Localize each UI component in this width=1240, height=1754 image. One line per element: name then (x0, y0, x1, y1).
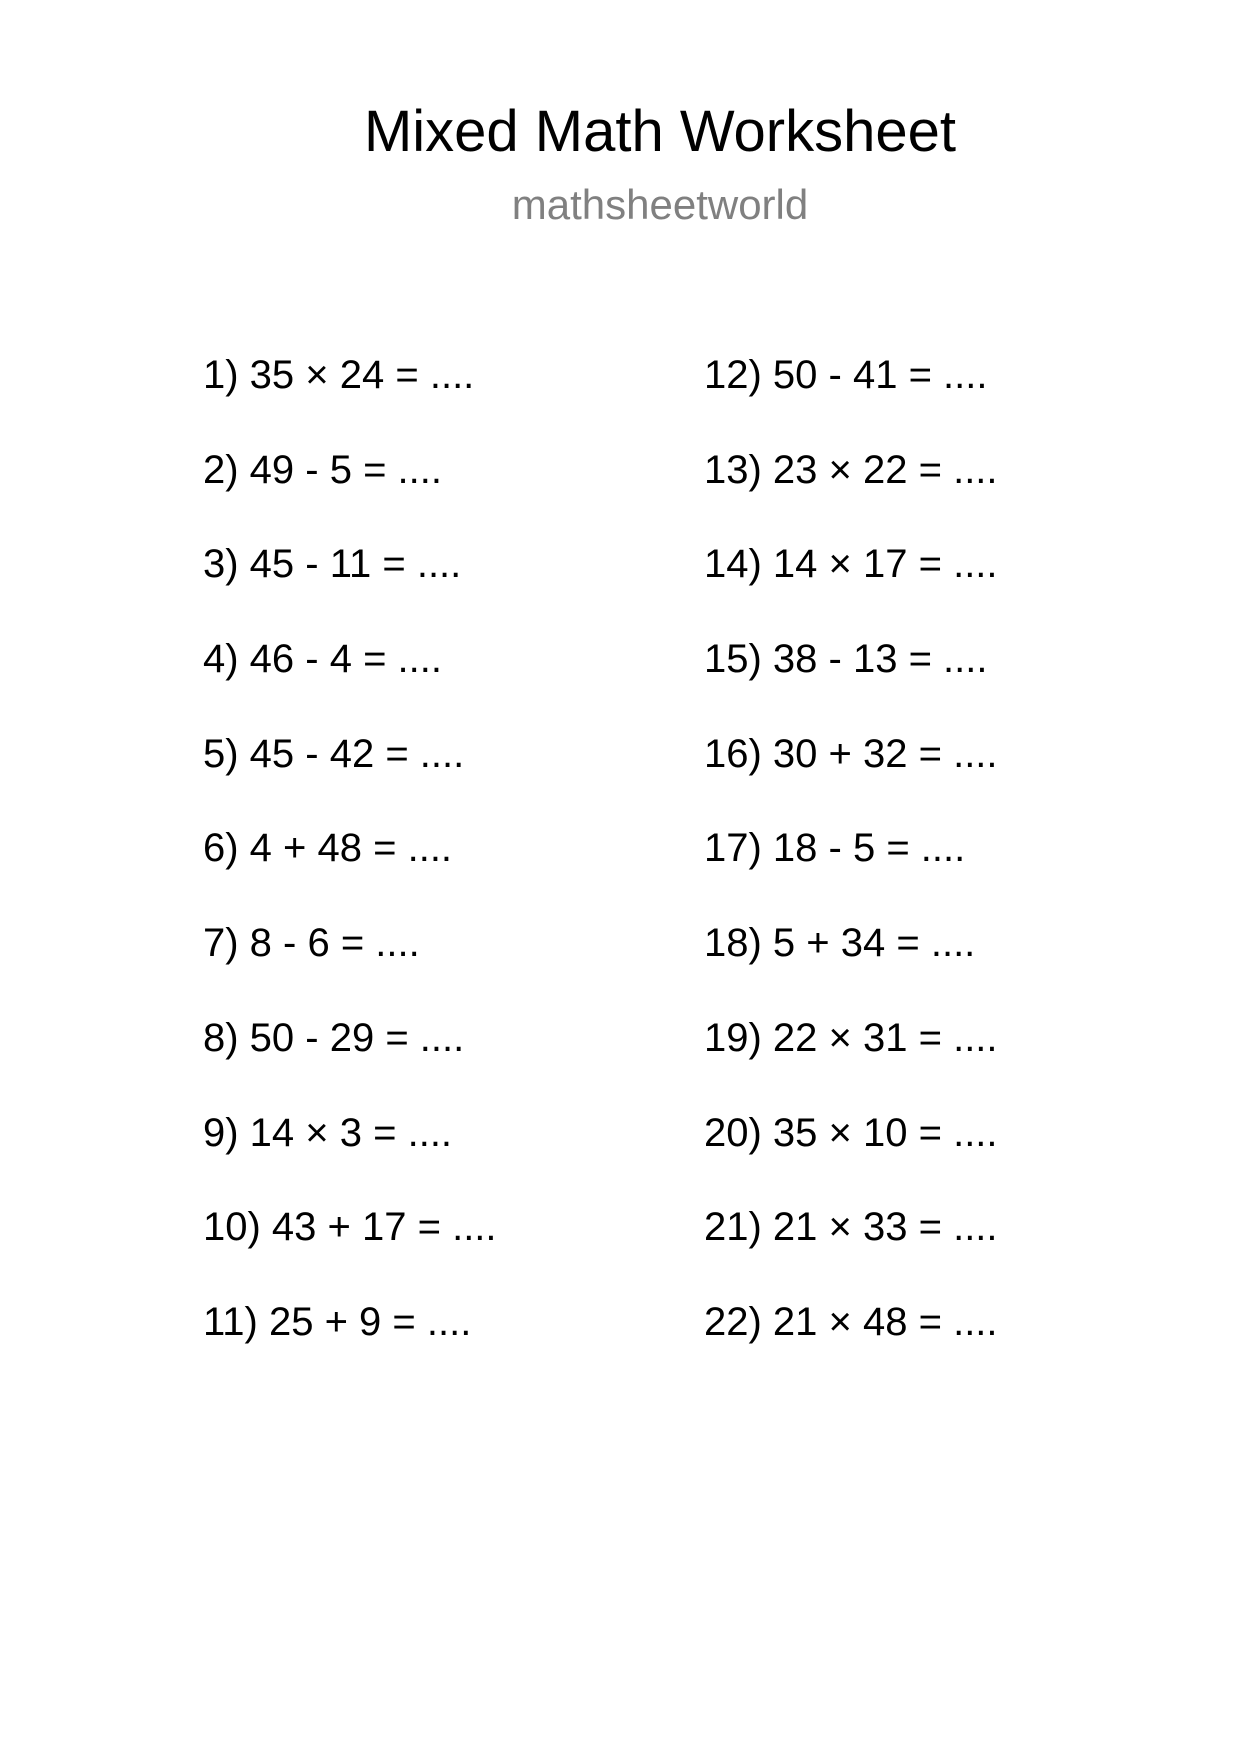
problem-item: 6) 4 + 48 = .... (203, 826, 453, 871)
problem-item: 22) 21 × 48 = .... (704, 1299, 998, 1344)
problem-item: 9) 14 × 3 = .... (203, 1110, 453, 1155)
problem-item: 11) 25 + 9 = .... (203, 1299, 472, 1344)
problem-item: 21) 21 × 33 = .... (704, 1205, 998, 1250)
problems-left-column (203, 351, 497, 1393)
worksheet-title: Mixed Math Worksheet (363, 99, 957, 164)
problem-item: 8) 50 - 29 = .... (203, 1015, 465, 1060)
problem-item: 12) 50 - 41 = .... (704, 353, 988, 397)
problem-item: 13) 23 × 22 = .... (704, 447, 998, 492)
problem-item: 17) 18 - 5 = .... (704, 826, 966, 871)
problem-item: 18) 5 + 34 = .... (704, 921, 976, 966)
problem-item: 20) 35 × 10 = .... (704, 1110, 998, 1155)
problems-right-column (704, 351, 998, 1393)
problem-item: 7) 8 - 6 = .... (203, 921, 420, 966)
problem-item: 1) 35 × 24 = .... (203, 353, 475, 397)
problem-item: 15) 38 - 13 = .... (704, 637, 988, 682)
problem-item: 2) 49 - 5 = .... (203, 447, 443, 492)
problem-item: 14) 14 × 17 = .... (704, 542, 998, 587)
problem-item: 10) 43 + 17 = .... (203, 1205, 497, 1250)
worksheet-subtitle: mathsheetworld (511, 181, 809, 228)
problem-item: 3) 45 - 11 = .... (203, 542, 462, 587)
problem-item: 19) 22 × 31 = .... (704, 1015, 998, 1060)
problem-item: 4) 46 - 4 = .... (203, 637, 443, 682)
problem-item: 16) 30 + 32 = .... (704, 731, 998, 776)
problem-item: 5) 45 - 42 = .... (203, 731, 465, 776)
